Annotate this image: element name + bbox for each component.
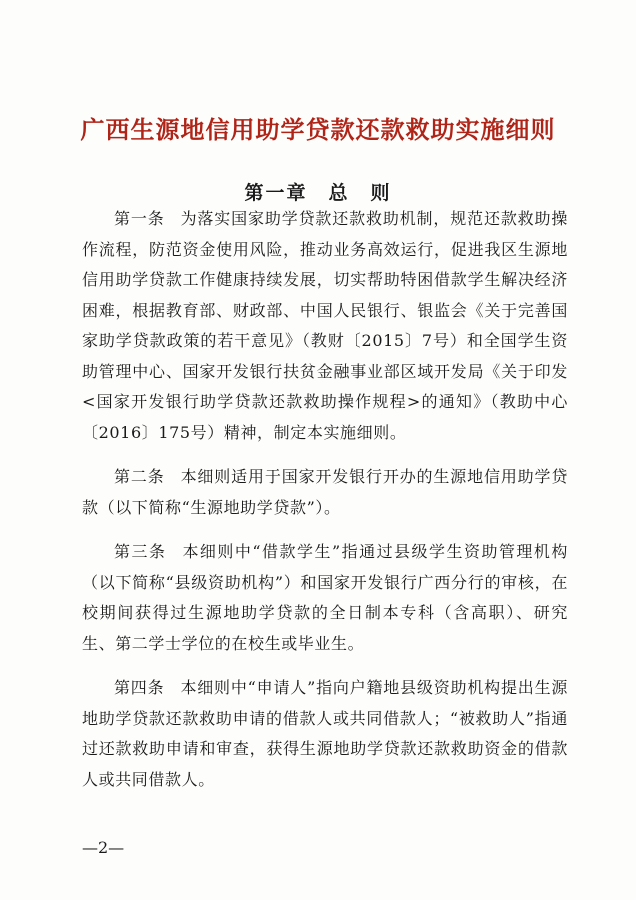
article-paragraph: [82, 537, 568, 659]
article-label: 第四条: [114, 678, 165, 697]
article-label: 第三条: [114, 542, 167, 561]
article-text: 本细则中“申请人”指向户籍地县级资助机构提出生源地助学贷款还款救助申请的借款人或共同借款人；“被救助人”指通过还款救助申请和审查，获得生源地助学贷款还款救助资金的借款人或共同借款人。: [82, 678, 568, 789]
article-text: 本细则中“借款学生”指通过县级学生资助管理机构（以下简称“县级资助机构”）和国家开发银行广西分行的审核，在校期间获得过生源地助学贷款的全日制本专科（含高职）、研究生、第二学士学位的在校生或毕业生。: [82, 542, 568, 653]
article-paragraph: [82, 204, 568, 448]
article-label: 第二条: [114, 467, 165, 486]
article-paragraph: [82, 673, 568, 795]
page-number: —2—: [82, 838, 125, 857]
article-text: 本细则适用于国家开发银行开办的生源地信用助学贷款（以下简称“生源地助学贷款”）。: [82, 467, 568, 517]
article-paragraph: [82, 462, 568, 523]
chapter-heading: 第一章 总 则: [244, 182, 392, 204]
article-text: 为落实国家助学贷款还款救助机制，规范还款救助操作流程，防范资金使用风险，推动业务高效运行，促进我区生源地信用助学贷款工作健康持续发展，切实帮助特困借款学生解决经济困难，根据教育部、财政部、中国人民银行、银监会《关于完善国家助学贷款政策的若干意见》（教财〔2015〕7号）和全国学生资助管理中心、国家开发银行扶贫金融事业部区域开发局《关于印发<国家开发银行助学贷款还款救助操作规程>的通知》（教助中心〔2016〕175号）精神，制定本实施细则。: [82, 209, 568, 442]
document-title: 广西生源地信用助学贷款还款救助实施细则: [80, 115, 556, 144]
article-label: 第一条: [114, 209, 165, 228]
document-body: [82, 204, 568, 809]
